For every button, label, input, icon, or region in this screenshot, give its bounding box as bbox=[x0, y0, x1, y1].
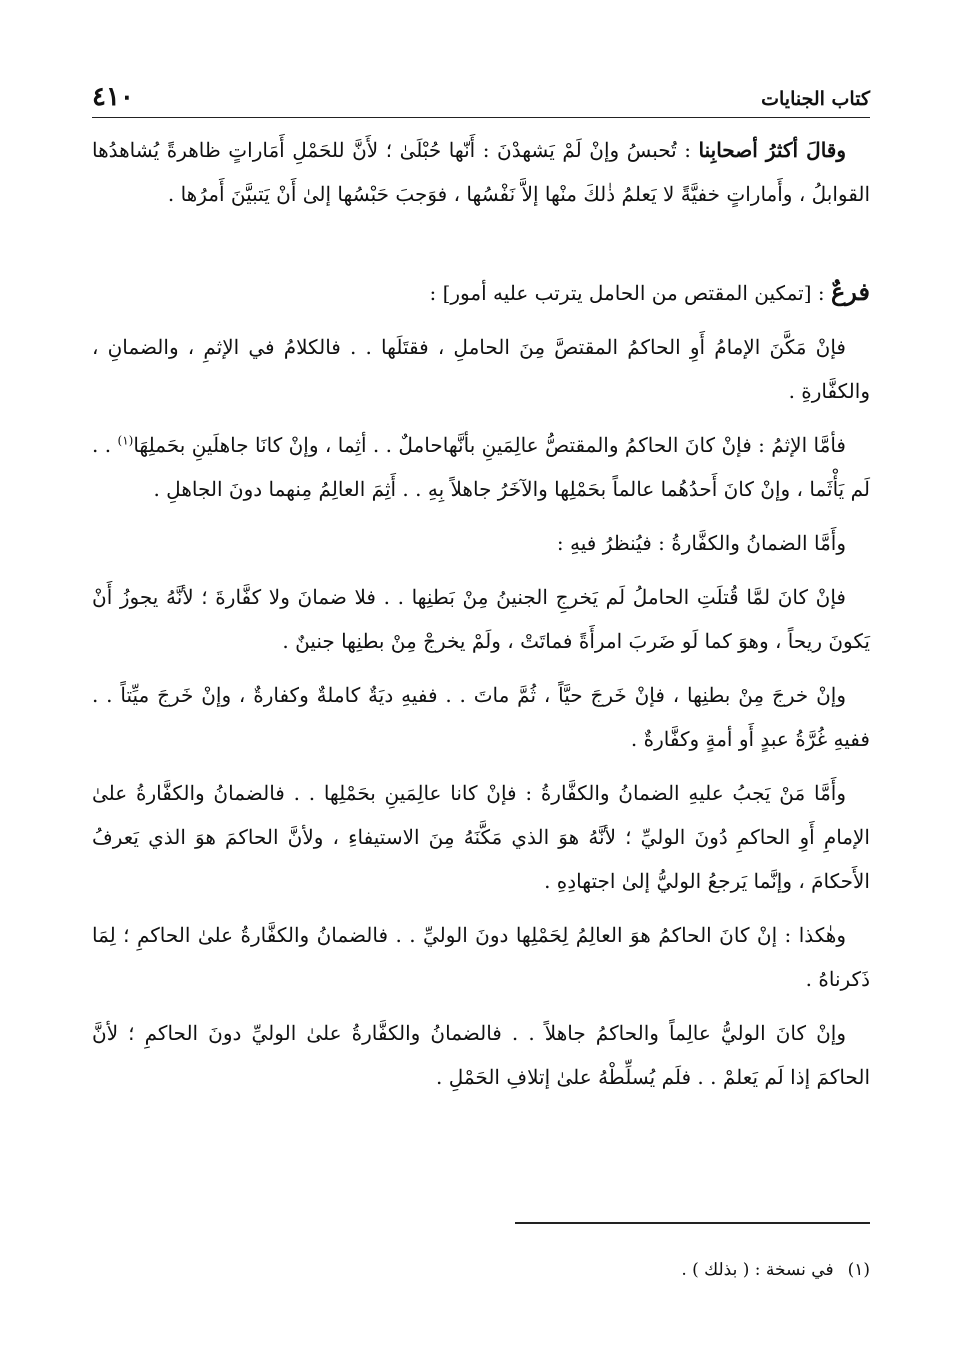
footnote bbox=[92, 1256, 870, 1284]
footnote-number: (١) bbox=[847, 1260, 870, 1280]
paragraph-text-after: . . لَم يَأْثَما ، وإنْ كانَ أَحدُهُما عالماً بحَمْلِها والآخَرُ جاهلاً بِهِ . . أَثِمَ العالِمُ مِنهما دونَ الجاهلِ . bbox=[92, 433, 870, 501]
section-title: : [تمكين المقتص من الحامل يترتب عليه أمور] : bbox=[429, 281, 831, 305]
section-gap bbox=[92, 226, 870, 270]
paragraph-1 bbox=[92, 128, 870, 216]
paragraph-7: وأَمَّا مَنْ يَجبُ عليهِ الضمانُ والكفَّارةُ : فإنْ كانا عالِمَينِ بحَمْلِها . . فالضمانُ والكفَّارةُ علىٰ الإمامِ أَوِ الحاكمِ دُونَ الوليِّ ؛ لأنَّهُ هوَ الذي مَكَّنَهُ مِنَ الاستيفاءِ ، ولأنَّ الحاكمَ هوَ الذي يَعرفُ الأَحكامَ ، وإنَّما يَرجعُ الوليُّ إلىٰ اجتهادِهِ . bbox=[92, 781, 870, 893]
paragraph-4: وأَمَّا الضمانُ والكفَّارةُ : فيُنظرُ فيهِ : bbox=[556, 531, 846, 555]
paragraph-6: وإنْ خرجَ مِنْ بطنِها ، فإنْ خَرجَ حيَّاً ، ثُمَّ ماتَ . . ففيهِ ديَةٌ كاملةٌ وكفارةٌ ، وإنْ خَرجَ ميِّتاً . . ففيهِ غُرَّةُ عبدٍ أَو أمةٍ وكفَّارةٌ . bbox=[92, 683, 870, 751]
paragraph-text: : تُحبسُ وإنْ لَمْ يَشهدْنَ : أَنّها حُبْلَىٰ ؛ لأَنَّ للحَمْلِ أَمَاراتٍ ظاهرةً يُشاهدُها القوابلُ ، وأَماراتٍ خفيَّةً لا يَعلمُ ذٰلكَ منْها إلاَّ نَفْسُها ، فوَجبَ حَبْسُها إلىٰ أَنْ يَتبيَّنَ أَمرُها . bbox=[92, 138, 870, 206]
main-text bbox=[92, 128, 870, 1109]
paragraph-2: فإنْ مَكَّنَ الإمامُ أَوِ الحاكمُ المقتصَّ مِنَ الحاملِ ، فقتَلَها . . فالكلامُ في الإثمِ ، والضمانِ ، والكفَّارةِ . bbox=[92, 335, 870, 403]
paragraph-3 bbox=[92, 423, 870, 511]
footnote-text: في نسخة : ( بذلك ) . bbox=[681, 1260, 834, 1280]
paragraph-text-before: فأمَّا الإثمُ : فإنْ كانَ الحاكمُ والمقتصُّ عالِمَينِ بأنَّهاحاملٌ . . أثِما ، وإنْ كانَا جاهلَينِ بحَملِهَا bbox=[133, 433, 846, 457]
paragraph-5: فإنْ كانَ لمَّا قُتلَتِ الحاملُ لَم يَخرجِ الجنينُ مِنْ بَطنِها . . فلا ضمانَ ولا كفَّارةَ ؛ لأنَّهُ يجوزُ أَنْ يَكونَ ريحاً ، وهوَ كما لَو ضَربَ امرأَةً فماتَتْ ، ولَمْ يخرجْ مِنْ بطنِها جنينٌ . bbox=[92, 585, 870, 653]
paragraph-lead: وقالَ أكثرُ أصحابِنا bbox=[698, 138, 847, 162]
paragraph-9: وإنْ كانَ الوليُّ عالِماً والحاكمُ جاهلاً . . فالضمانُ والكفَّارةُ علىٰ الوليِّ دونَ الحاكمِ ؛ لأنَّ الحاكمَ إذا لَم يَعلمْ . . فلَم يُسلِّطْهُ علىٰ إتلافِ الحَمْلِ . bbox=[92, 1021, 870, 1089]
footnote-marker: (١) bbox=[117, 433, 134, 448]
section-heading bbox=[92, 270, 870, 315]
book-title: كتاب الجنايات bbox=[761, 88, 870, 110]
paragraph-8: وهٰكذا : إنْ كانَ الحاكمُ هوَ العالِمُ لِحَمْلِها دونَ الوليِّ . . فالضمانُ والكفَّارةُ علىٰ الحاكمِ ؛ لِمَا ذَكرناهُ . bbox=[92, 923, 870, 991]
header-divider bbox=[92, 117, 870, 118]
footnote-divider bbox=[515, 1222, 870, 1224]
section-lead: فرعٌ bbox=[830, 277, 870, 306]
page-number: ٤١٠ bbox=[92, 82, 134, 112]
running-header bbox=[92, 80, 870, 116]
